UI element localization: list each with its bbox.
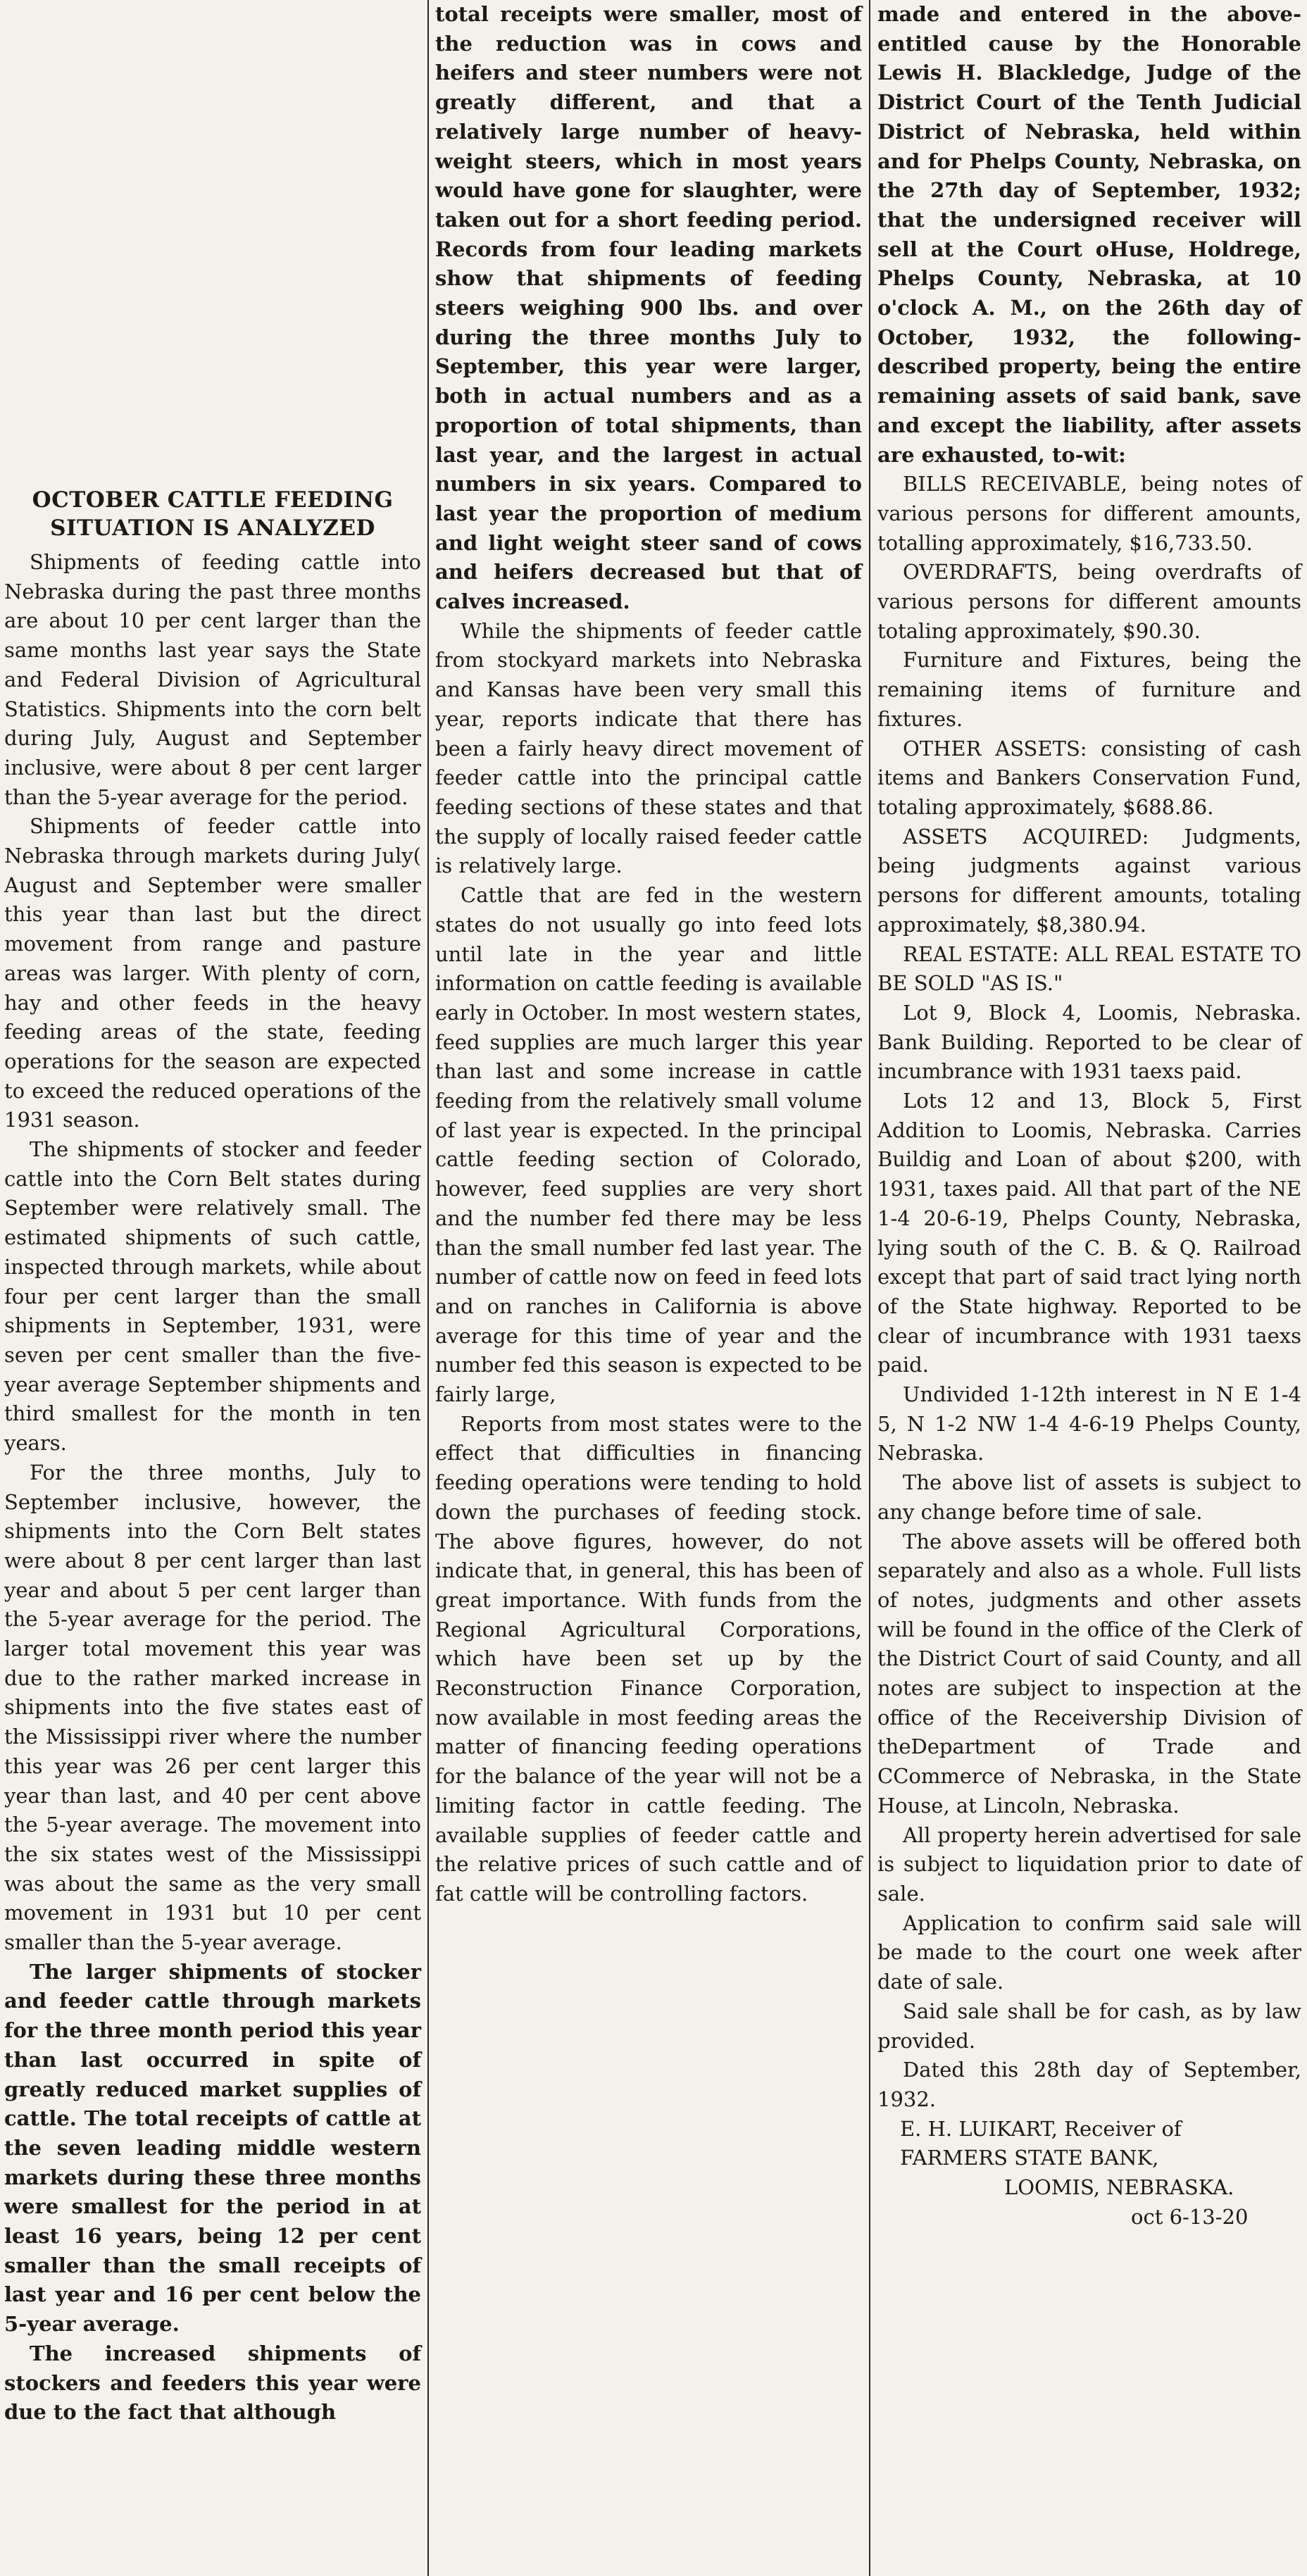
article-paragraph: Shipments of feeding cattle into Nebraska during the past three months are about 10 per cent larger than the same months last year says the State and Federal Division of Agricultural Statistics. Shipments into the corn belt during July, August and September inclusive, were about 8 per cent larger than the 5-year average for the period. bbox=[4, 550, 421, 809]
article-paragraph: The increased shipments of stockers and feeders this year were due to the fact that although bbox=[4, 2341, 421, 2425]
notice-paragraph: Furniture and Fixtures, being the remaining items of furniture and fixtures. bbox=[877, 648, 1301, 731]
notice-paragraph: OVERDRAFTS, being overdrafts of various persons for different amounts totaling approximately, $90.30. bbox=[877, 560, 1301, 643]
article-paragraph: The larger shipments of stocker and feeder cattle through markets for the three month period this year than last occurred in spite of greatly reduced market supplies of cattle. The total receipts of cattle at the seven leading middle western markets during these three months were smallest for the period in at least 16 years, being 12 per cent smaller than the small receipts of last year and 16 per cent below the 5-year average. bbox=[4, 1959, 421, 2337]
notice-paragraph: Application to confirm said sale will be made to the court one week after date of sale. bbox=[877, 1911, 1301, 1994]
notice-signature bbox=[877, 2115, 1301, 2232]
notice-paragraph: Dated this 28th day of September, 1932. bbox=[877, 2058, 1301, 2111]
signature-name: E. H. LUIKART, Receiver of bbox=[900, 2116, 1182, 2141]
article-paragraph: The shipments of stocker and feeder cattle into the Corn Belt states during September were relatively small. The estimated shipments of such cattle, inspected through markets, while about four per cent larger than the small shipments in September, 1931, were seven per cent smaller than the five-year average September shipments and third smallest for the month in ten years. bbox=[4, 1137, 421, 1456]
notice-paragraph: made and entered in the above-entitled cause by the Honorable Lewis H. Blackledge, Judge of the District Court of the Tenth Judicial District of Nebraska, held within and for Phelps County, Nebraska, on the 27th day of September, 1932; that the undersigned receiver will sell at the Court oHuse, Holdrege, Phelps County, Nebraska, at 10 o'clock A. M., on the 26th day of October, 1932, the following-described property, being the entire remaining assets of said bank, save and except the liability, after assets are exhausted, to-wit: bbox=[877, 2, 1301, 467]
notice-paragraph: ASSETS ACQUIRED: Judgments, being judgments against various persons for different amounts, totaling approximately, $8,380.94. bbox=[877, 824, 1301, 937]
notice-paragraph: Lots 12 and 13, Block 5, First Addition to Loomis, Nebraska. Carries Buildig and Loan of about $200, with 1931, taxes paid. All that part of the NE 1-4 20-6-19, Phelps County, Nebraska, lying south of the C. B. & Q. Railroad except that part of said tract lying north of the State highway. Reported to be clear of incumbrance with 1931 taexs paid. bbox=[877, 1089, 1301, 1377]
notice-paragraph: Said sale shall be for cash, as by law provided. bbox=[877, 1999, 1301, 2053]
article-paragraph: Reports from most states were to the effect that difficulties in financing feeding operations were tending to hold down the purchases of feeding stock. The above figures, however, do not indicate that, in general, this has been of great importance. With funds from the Regional Agricultural Corporations, which have been set up by the Reconstruction Finance Corporation, now available in most feeding areas the matter of financing feeding operations for the balance of the year will not be a limiting factor in cattle feeding. The available supplies of feeder cattle and the relative prices of such cattle and of fat cattle will be controlling factors. bbox=[435, 1411, 862, 1906]
article-headline bbox=[4, 486, 421, 542]
legal-notice-column bbox=[877, 0, 1301, 2232]
column-rule-right bbox=[869, 0, 870, 2576]
article-paragraph: Cattle that are fed in the western states do not usually go into feed lots until late in the year and little information on cattle feeding is available early in October. In most western states, feed supplies are much larger this year than last and some increase in cattle feeding from the relatively small volume of last year is expected. In the principal cattle feeding section of Colorado, however, feed supplies are very short and the number fed there may be less than the small number fed last year. The number of cattle now on feed in feed lots and on ranches in California is above average for this time of year and the number fed this season is expected to be fairly large, bbox=[435, 883, 862, 1407]
article-paragraph: total receipts were smaller, most of the reduction was in cows and heifers and steer numbers were not greatly different, and that a relatively large number of heavy-weight steers, which in most years would have gone for slaughter, were taken out for a short feeding period. Records from four leading markets show that shipments of feeding steers weighing 900 lbs. and over during the three months July to September, this year were larger, both in actual numbers and as a proportion of total shipments, than last year, and the largest in actual numbers in six years. Compared to last year the proportion of medium and light weight steer sand of cows and heifers decreased but that of calves increased. bbox=[435, 2, 862, 614]
publication-dates: oct 6-13-20 bbox=[1131, 2204, 1249, 2229]
notice-paragraph: All property herein advertised for sale is subject to liquidation prior to date of sale. bbox=[877, 1822, 1301, 1906]
headline-line-2: SITUATION IS ANALYZED bbox=[50, 515, 375, 541]
article-paragraph: While the shipments of feeder cattle from stockyard markets into Nebraska and Kansas have been very small this year, reports indicate that there has been a fairly heavy direct movement of feeder cattle into the principal cattle feeding sections of these states and that the supply of locally raised feeder cattle is relatively large. bbox=[435, 618, 862, 878]
column-rule-left bbox=[427, 0, 429, 2576]
headline-line-1: OCTOBER CATTLE FEEDING bbox=[32, 487, 394, 513]
notice-paragraph: The above list of assets is subject to any change before time of sale. bbox=[877, 1470, 1301, 1524]
article-paragraph: For the three months, July to September inclusive, however, the shipments into the Corn Belt states were about 8 per cent larger than last year and about 5 per cent larger than the 5-year average for the period. The larger total movement this year was due to the rather marked increase in shipments into the five states east of the Mississippi river where the number this year was 26 per cent larger this year than last, and 40 per cent above the 5-year average. The movement into the six states west of the Mississippi was about the same as the very small movement in 1931 but 10 per cent smaller than the 5-year average. bbox=[4, 1460, 421, 1955]
notice-paragraph: Lot 9, Block 4, Loomis, Nebraska. Bank Building. Reported to be clear of incumbrance with 1931 taexs paid. bbox=[877, 1000, 1301, 1084]
signature-place: LOOMIS, NEBRASKA. bbox=[1004, 2175, 1234, 2200]
notice-paragraph: BILLS RECEIVABLE, being notes of various persons for different amounts, totalling approximately, $16,733.50. bbox=[877, 472, 1301, 555]
article-column-2 bbox=[435, 0, 862, 1909]
notice-paragraph: The above assets will be offered both separately and also as a whole. Full lists of notes, judgments and other assets will be found in the office of the Clerk of the District Court of said County, and all notes are subject to inspection at the office of the Receivership Division of theDepartment of Trade and CCommerce of Nebraska, in the State House, at Lincoln, Nebraska. bbox=[877, 1529, 1301, 1818]
notice-paragraph: Undivided 1-12th interest in N E 1-4 5, N 1-2 NW 1-4 4-6-19 Phelps County, Nebraska. bbox=[877, 1382, 1301, 1465]
signature-bank: FARMERS STATE BANK, bbox=[900, 2146, 1159, 2170]
article-column-1 bbox=[4, 486, 421, 2427]
article-paragraph: Shipments of feeder cattle into Nebraska through markets during July( August and September were smaller this year than last but the direct movement from range and pasture areas was larger. With plenty of corn, hay and other feeds in the heavy feeding areas of the state, feeding operations for the season are expected to exceed the reduced operations of the 1931 season. bbox=[4, 814, 421, 1132]
notice-paragraph: REAL ESTATE: ALL REAL ESTATE TO BE SOLD "AS IS." bbox=[877, 942, 1301, 996]
notice-paragraph: OTHER ASSETS: consisting of cash items and Bankers Conservation Fund, totaling approximately, $688.86. bbox=[877, 736, 1301, 819]
